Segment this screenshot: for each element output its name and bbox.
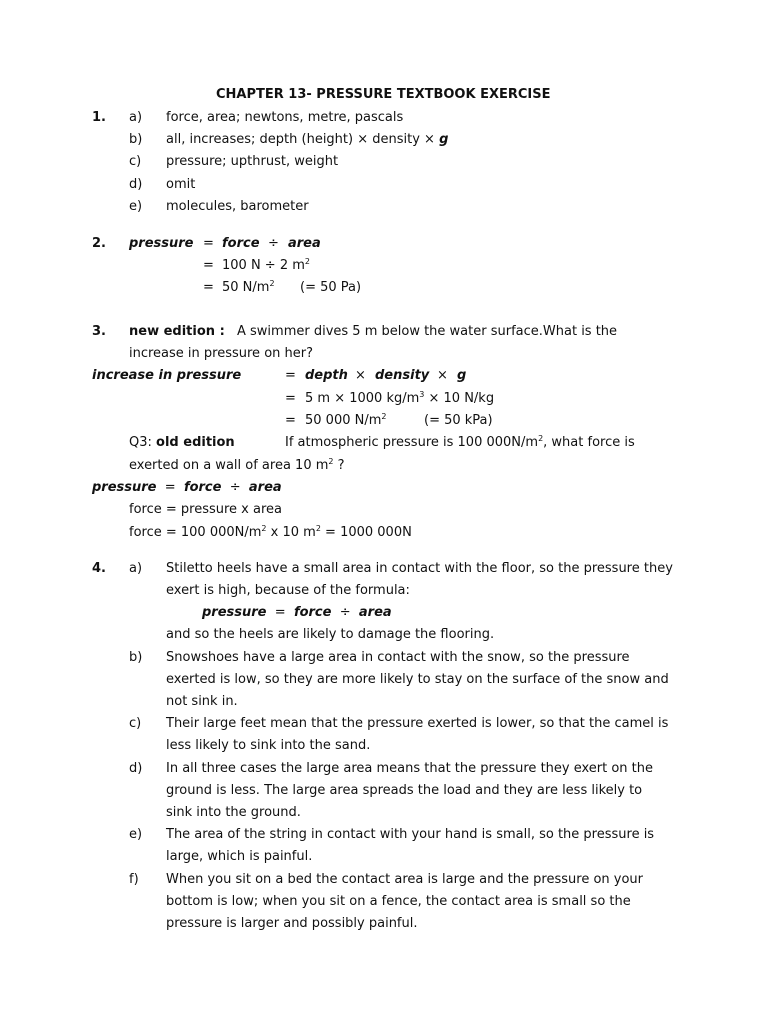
superscript: 3 [419, 390, 425, 399]
formula-g: g [457, 368, 467, 383]
item-label: f) [129, 872, 139, 887]
item-label: b) [129, 650, 143, 665]
formula-pressure: pressure [92, 480, 157, 495]
superscript: 2 [315, 524, 321, 533]
question-text: , what force is [543, 435, 635, 450]
item-text-g: g [439, 132, 449, 147]
old-edition-heading [129, 435, 235, 451]
question-2-number: 2. [92, 236, 106, 251]
item-text: molecules, barometer [166, 199, 309, 214]
superscript: 2 [381, 412, 387, 421]
new-edition-question-cont: increase in pressure on her? [129, 346, 313, 361]
item-text: not sink in. [166, 694, 238, 709]
item-text-main: all, increases; depth (height) × density × [166, 132, 435, 147]
question-3-number: 3. [92, 324, 106, 339]
force-rearranged: force = pressure x area [129, 502, 282, 517]
item-label: d) [129, 761, 143, 776]
calc-line-2 [222, 258, 310, 274]
formula-depth: depth [305, 368, 348, 383]
item-label: a) [129, 110, 143, 125]
question-4-number: 4. [92, 561, 106, 576]
superscript: 2 [328, 457, 334, 466]
calc-text: × 10 N/kg [424, 391, 495, 406]
calc-kpa: (= 50 kPa) [424, 413, 493, 428]
calc-text: 5 m × 1000 kg/m [305, 391, 420, 406]
superscript: 2 [261, 524, 267, 533]
old-edition-label: old edition [156, 435, 235, 450]
calc-text: = 1000 000N [320, 525, 412, 540]
formula-density: density [375, 368, 430, 383]
item-text: bottom is low; when you sit on a fence, the contact area is small so the [166, 894, 631, 909]
item-text: pressure; upthrust, weight [166, 154, 339, 169]
equals-sign: = [203, 280, 214, 295]
item-text: In all three cases the large area means that the pressure they exert on the [166, 761, 654, 776]
item-text: sink into the ground. [166, 805, 301, 820]
divide-sign: ÷ [339, 605, 351, 620]
equals-sign: = [285, 368, 296, 383]
formula-force: force [293, 605, 332, 620]
superscript: 2 [304, 257, 310, 266]
item-text [166, 132, 448, 148]
equals-sign: = [203, 258, 214, 273]
pressure-formula-line [202, 605, 392, 621]
calc-text: 100 N ÷ 2 m [222, 258, 305, 273]
increase-in-pressure-label: increase in pressure [92, 368, 242, 383]
new-edition-question: A swimmer dives 5 m below the water surface.What is the [237, 324, 618, 339]
formula-area: area [248, 480, 282, 495]
question-1-number: 1. [92, 110, 106, 125]
calc-line-2 [305, 391, 494, 407]
calc-pa: (= 50 Pa) [300, 280, 362, 295]
item-text: force, area; newtons, metre, pascals [166, 110, 404, 125]
item-text: exert is high, because of the formula: [166, 583, 410, 598]
item-text: less likely to sink into the sand. [166, 738, 371, 753]
old-edition-question-cont [129, 458, 345, 474]
formula-pressure: pressure [202, 605, 267, 620]
item-label: d) [129, 177, 143, 192]
force-calculation [129, 525, 412, 541]
calc-text: x 10 m [266, 525, 316, 540]
divide-sign: ÷ [229, 480, 241, 495]
calc-text: force = 100 000N/m [129, 525, 262, 540]
equals-sign: = [285, 413, 296, 428]
item-text: Snowshoes have a large area in contact with the snow, so the pressure [166, 650, 630, 665]
question-text: ? [333, 458, 345, 473]
calc-line-3 [305, 413, 386, 429]
old-edition-question [285, 435, 635, 451]
item-text: pressure is larger and possibly painful. [166, 916, 418, 931]
formula-force: force [222, 236, 260, 251]
calc-text: 50 N/m [222, 280, 270, 295]
item-label: e) [129, 199, 143, 214]
calc-text: 50 000 N/m [305, 413, 382, 428]
superscript: 2 [269, 279, 275, 288]
item-text: ground is less. The large area spreads the load and they are less likely to [166, 783, 643, 798]
item-text: exerted is low, so they are more likely to stay on the surface of the snow and [166, 672, 669, 687]
divide-sign: ÷ [268, 236, 279, 251]
item-text: When you sit on a bed the contact area is large and the pressure on your [166, 872, 644, 887]
formula-area: area [358, 605, 392, 620]
new-edition-label: new edition : [129, 324, 225, 339]
item-text: Their large feet mean that the pressure exerted is lower, so that the camel is [166, 716, 669, 731]
item-label: e) [129, 827, 143, 842]
item-text: Stiletto heels have a small area in contact with the floor, so the pressure they [166, 561, 673, 576]
item-label: c) [129, 154, 142, 169]
question-text: If atmospheric pressure is 100 000N/m [285, 435, 539, 450]
item-text: The area of the string in contact with your hand is small, so the pressure is [166, 827, 655, 842]
formula-pressure: pressure [129, 236, 194, 251]
formula-area: area [288, 236, 321, 251]
times-sign: × [437, 368, 448, 383]
page-title: CHAPTER 13- PRESSURE TEXTBOOK EXERCISE [216, 87, 551, 102]
item-label: b) [129, 132, 143, 147]
pressure-formula-line [92, 480, 282, 496]
question-text: exerted on a wall of area 10 m [129, 458, 329, 473]
item-text: large, which is painful. [166, 849, 313, 864]
item-label: c) [129, 716, 142, 731]
equals-sign: = [274, 605, 286, 620]
equals-sign: = [164, 480, 176, 495]
times-sign: × [355, 368, 366, 383]
q3-prefix: Q3: [129, 435, 152, 450]
item-text: omit [166, 177, 196, 192]
item-text: and so the heels are likely to damage the flooring. [166, 627, 495, 642]
item-label: a) [129, 561, 143, 576]
superscript: 2 [538, 434, 544, 443]
formula-force: force [183, 480, 222, 495]
equals-sign: = [285, 391, 296, 406]
calc-line-3 [222, 280, 275, 296]
equals-sign: = [203, 236, 214, 251]
